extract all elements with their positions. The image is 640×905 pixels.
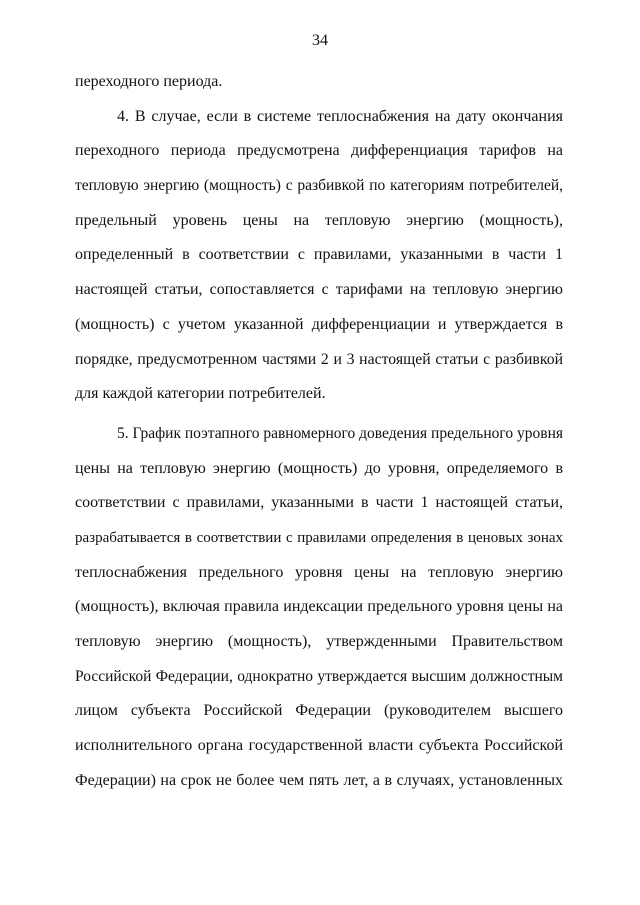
page-number: 34 [312,32,328,49]
text-line: 4. В случае, если в системе теплоснабжения на дату окончания [117,107,563,125]
text-line: предельный уровень цены на тепловую энергию (мощность), [75,211,563,229]
text-line: переходного периода. [75,73,223,90]
text-line: цены на тепловую энергию (мощность) до уровня, определяемого в [75,459,563,477]
text-line: Федерации) на срок не более чем пять лет, а в случаях, установленных [75,771,563,789]
text-line: (мощность) с учетом указанной дифференциации и утверждается в [75,315,563,333]
text-line: тепловую энергию (мощность), утвержденными Правительством [75,633,563,650]
text-line: соответствии с правилами, указанными в части 1 настоящей статьи, [75,494,563,512]
document-text [75,65,563,798]
text-line: тепловую энергию (мощность) с разбивкой по категориям потребителей, [75,177,563,195]
text-line: определенный в соответствии с правилами, указанными в части 1 [75,246,563,264]
text-line: (мощность), включая правила индексации предельного уровня цены на [75,598,563,616]
text-line: для каждой категории потребителей. [75,385,326,403]
text-line: исполнительного органа государственной власти субъекта Российской [75,737,563,755]
text-line: теплоснабжения предельного уровня цены на тепловую энергию [75,563,563,581]
text-line: лицом субъекта Российской Федерации (руководителем высшего [75,702,563,720]
text-line: переходного периода предусмотрена дифференциация тарифов на [75,142,563,160]
text-line: настоящей статьи, сопоставляется с тарифами на тепловую энергию [75,281,563,299]
text-line: 5. График поэтапного равномерного доведения предельного уровня [117,424,563,442]
text-line: Российской Федерации, однократно утверждается высшим должностным [75,667,563,685]
text-line: разрабатывается в соответствии с правилами определения в ценовых зонах [75,529,563,546]
text-line: порядке, предусмотренном частями 2 и 3 настоящей статьи с разбивкой [75,350,563,368]
